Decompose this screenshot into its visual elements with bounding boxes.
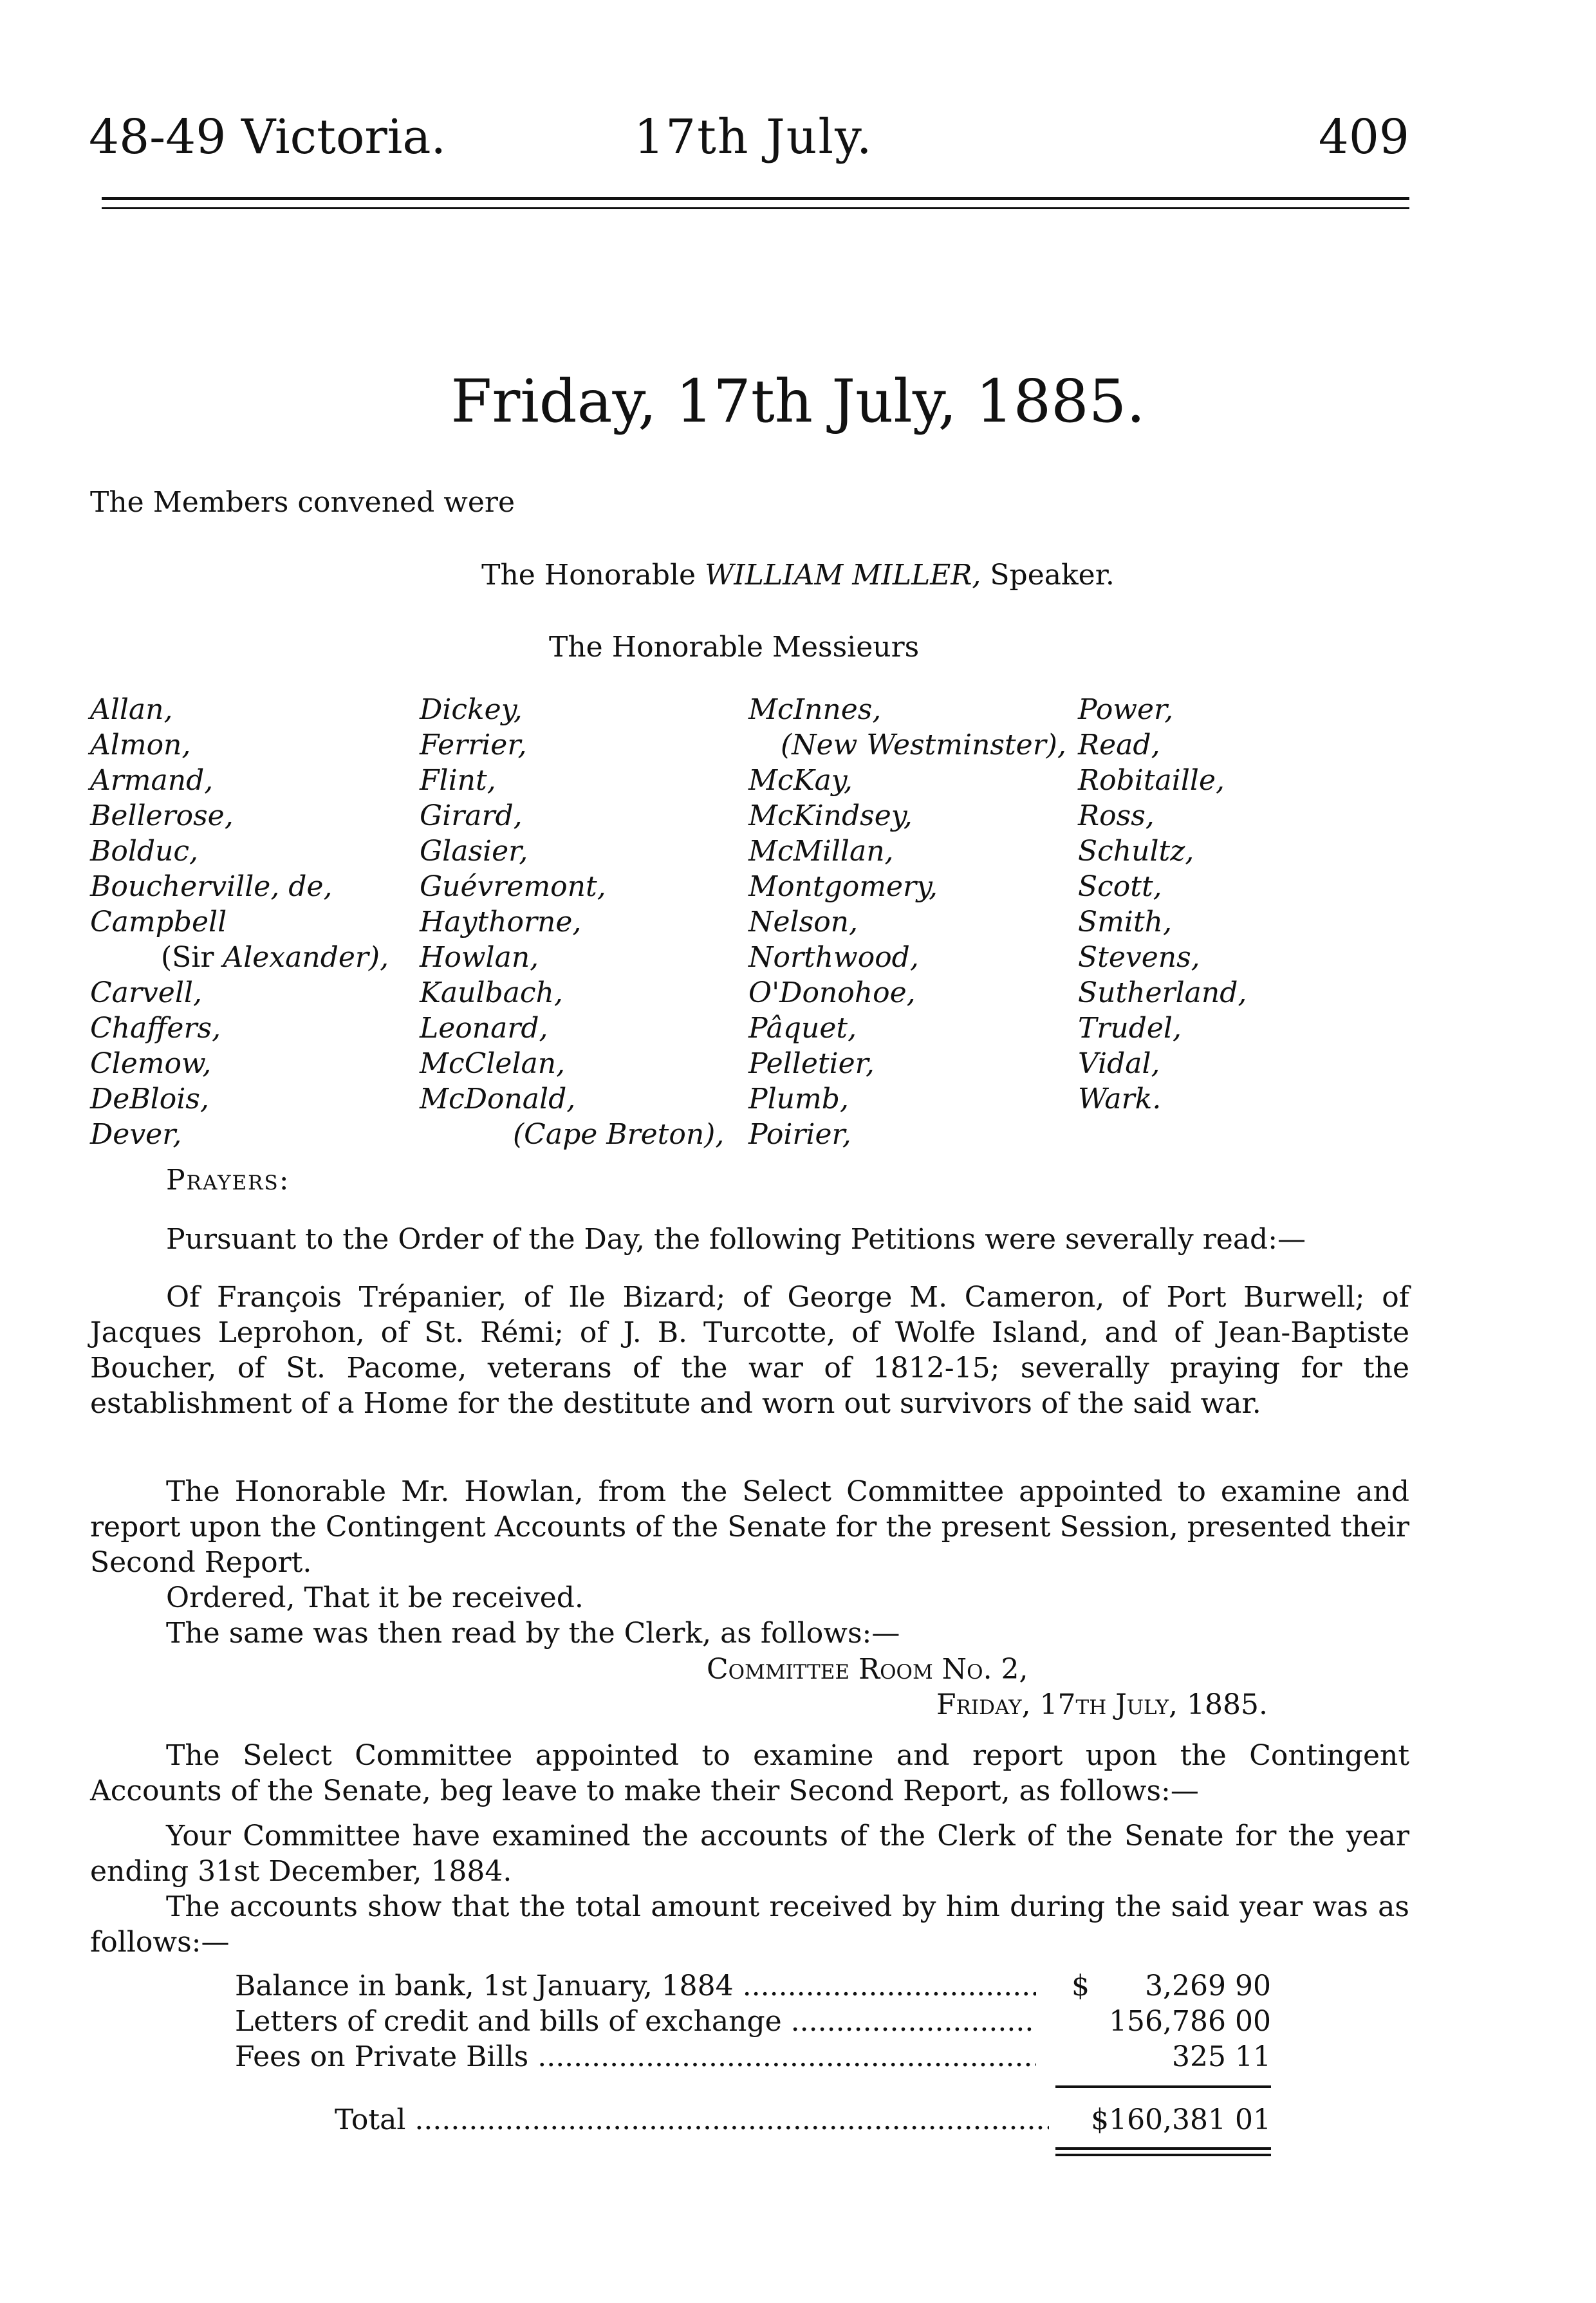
member-name: McMillan, [748,835,894,868]
table-row [235,1968,1271,2004]
member-name: Scott, [1078,870,1162,903]
member-name-continuation: (New Westminster), [781,729,1066,761]
members-column-1 [90,692,389,1152]
member-name: Power, [1078,693,1174,726]
members-column-2 [420,692,724,1152]
member-name: Pâquet, [748,1012,857,1045]
total-amount: $160,381 01 [1091,2103,1271,2136]
header-date: 17th July. [634,109,873,165]
member-name: Poirier, [748,1118,851,1151]
speaker-line [0,559,1596,592]
member-name: Sutherland, [1078,976,1247,1009]
member-name: Howlan, [420,941,539,974]
member-name: Read, [1078,729,1160,761]
account-amount: 325 11 [1172,2040,1271,2073]
member-name: Guévremont, [420,870,606,903]
speaker-name: WILLIAM MILLER, [705,559,981,592]
paragraph-read-by-clerk: The same was then read by the Clerk, as follows:— [166,1617,900,1650]
paragraph-accounts-show: The accounts show that the total amount received by him during the said year was as follows:— [90,1890,1409,1959]
member-name: Smith, [1078,906,1172,938]
paragraph-order-of-day: Pursuant to the Order of the Day, the following Petitions were severally read:— [166,1223,1306,1256]
sum-rule [1055,2085,1271,2088]
account-label: Fees on Private Bills ..... [235,2039,1036,2075]
member-name: Vidal, [1078,1047,1160,1080]
member-name: Trudel, [1078,1012,1182,1045]
member-name: Nelson, [748,906,858,938]
member-name: O'Donohoe, [748,976,916,1009]
member-name: DeBlois, [90,1083,209,1115]
members-column-4 [1078,692,1247,1117]
member-name: McClelan, [420,1047,566,1080]
member-name: Stevens, [1078,941,1200,974]
member-name: Flint, [420,764,496,797]
intro-text: The Members convened were [90,486,515,519]
member-name: Chaffers, [90,1012,221,1045]
header-rule-bottom [102,207,1409,209]
member-title: (Sir [161,941,214,974]
member-name: Northwood, [748,941,919,974]
page-number: 409 [1318,109,1409,165]
member-name: Allan, [90,693,173,726]
member-name: Bellerose, [90,799,234,832]
total-double-rule-bottom [1055,2154,1271,2156]
dollar-sign: $ [1072,1970,1090,2002]
member-name-continuation [90,940,389,975]
member-name: McDonald, [420,1083,576,1115]
total-double-rule-top [1055,2147,1271,2150]
account-amount: 156,786 00 [1109,2005,1271,2038]
header-rule-top [102,197,1409,200]
messieurs-heading: The Honorable Messieurs [549,631,920,664]
speaker-prefix: The Honorable [481,559,696,592]
member-name: Schultz, [1078,835,1194,868]
account-amount: 3,269 90 [1145,1970,1271,2002]
member-name: Clemow, [90,1047,212,1080]
table-row [235,2004,1271,2039]
member-name: Wark. [1078,1083,1162,1115]
member-name: Montgomery, [748,870,938,903]
member-name: Carvell, [90,976,202,1009]
member-name: McKay, [748,764,853,797]
member-name: Campbell [90,906,227,938]
member-name: Dever, [90,1118,182,1151]
member-name: Plumb, [748,1083,849,1115]
member-name: Ferrier, [420,729,527,761]
member-name: Pelletier, [748,1047,875,1080]
page-title: Friday, 17th July, 1885. [450,367,1146,436]
member-subname: Alexander), [223,941,389,974]
paragraph-ordered: Ordered, That it be received. [166,1581,584,1614]
member-name: Girard, [420,799,523,832]
member-name: Ross, [1078,799,1155,832]
prayers-heading: Prayers: [166,1164,290,1197]
member-name: Almon, [90,729,191,761]
member-name: McKindsey, [748,799,913,832]
paragraph-examined-accounts: Your Committee have examined the accounts of the Clerk of the Senate for the year ending 31st December, 1884. [90,1820,1409,1888]
accounts-table [235,1968,1271,2075]
paragraph-committee-report: The Honorable Mr. Howlan, from the Select Committee appointed to examine and report upon the Contingent Accounts of the Senate for the present Session, presented their Second Report. [90,1475,1409,1579]
account-label: Letters of credit and bills of exchange ..... [235,2004,1036,2039]
member-name: Dickey, [420,693,523,726]
member-name: Leonard, [420,1012,548,1045]
speaker-suffix: Speaker. [990,559,1115,592]
paragraph-petitions: Of François Trépanier, of Ile Bizard; of George M. Cameron, of Port Burwell; of Jacques Leprohon, of St. Rémi; of J. B. Turcotte, of Wolfe Island, and of Jean-Baptiste Boucher, of St. Pacome, veterans of the war of 1812-15; severally praying for the establishment of a Home for the destitute and worn out survivors of the said war. [90,1281,1409,1420]
member-name: Boucherville, de, [90,870,333,903]
member-name: Armand, [90,764,214,797]
members-column-3 [748,692,1066,1152]
total-label: Total ..... [335,2103,1049,2136]
total-row [335,2103,1271,2139]
member-name: Kaulbach, [420,976,563,1009]
member-name: Haythorne, [420,906,582,938]
member-name-continuation: (Cape Breton), [513,1118,725,1151]
committee-date: Friday, 17th July, 1885. [936,1688,1268,1721]
table-row [235,2039,1271,2075]
member-name: McInnes, [748,693,882,726]
member-name: Robitaille, [1078,764,1225,797]
member-name: Glasier, [420,835,528,868]
account-label: Balance in bank, 1st January, 1884 ..... [235,1968,1036,2004]
member-name: Bolduc, [90,835,199,868]
committee-room: Committee Room No. 2, [707,1653,1028,1686]
paragraph-select-committee: The Select Committee appointed to examine and report upon the Contingent Accounts of the Senate, beg leave to make their Second Report, as follows:— [90,1739,1409,1807]
header-session: 48-49 Victoria. [89,109,447,165]
